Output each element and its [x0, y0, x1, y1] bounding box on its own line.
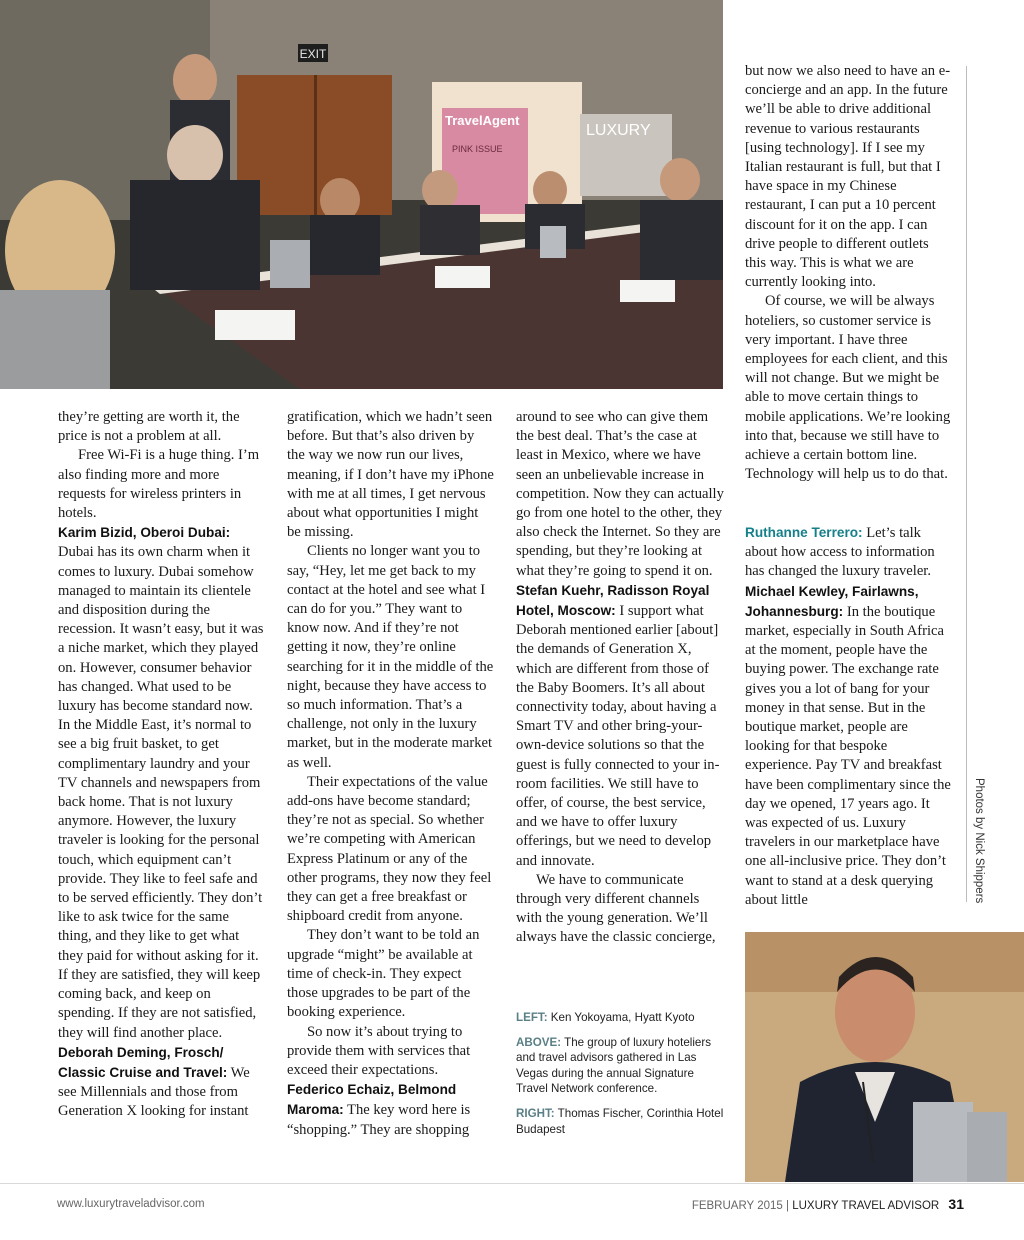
exit-sign: EXIT [299, 47, 327, 61]
paragraph: but now we also need to have an e-concierge and an app. In the future we’ll be able to drive additional revenue to various restaurants [using technology]. If I see my Italian restaurant is full, but that I have space in my Chinese restaurant, I can put a 10 percent discount for it on the app. I can drive people to different outlets this way. This is what we are currently looking into. [745, 63, 951, 291]
caption-label: LEFT: [516, 1011, 548, 1024]
caption-label: RIGHT: [516, 1106, 555, 1120]
paragraph: Free Wi-Fi is a huge thing. I’m also finding more and more requests for wireless printers in hotels. [58, 447, 260, 522]
speaker-text: I support what Deborah mentioned earlier [about] the demands of Generation X, which are different from those of the Baby Boomers. It’s all about connectivity today, about having a Smart TV and other bring-your-own-device solutions so that the guest is fully connected to your in-room facilities. We still have to offer, of course, the best service, and we have to offer luxury offerings, but we need to develop and innovate. [516, 603, 720, 869]
column-divider [966, 66, 967, 902]
magazine-name: LUXURY TRAVEL ADVISOR [792, 1200, 940, 1212]
caption-above [516, 1035, 726, 1097]
speaker-name: Deborah Deming, Frosch/ Classic Cruise and Travel: [58, 1044, 228, 1080]
portrait-photo [745, 932, 1024, 1182]
speaker-paragraph [745, 523, 953, 582]
speaker-paragraph [516, 581, 724, 871]
caption-text: Ken Yokoyama, Hyatt Kyoto [550, 1011, 695, 1024]
speaker-paragraph [58, 1043, 266, 1122]
speaker-text: In the boutique market, especially in South Africa at the moment, people have the buying power. The exchange rate gives you a lot of bang for your money in that sense. But in the boutique market, people are looking for that bespoke experience. Pay TV and breakfast have been complimentary since the day we opened, 17 years ago. It was expected of us. Luxury travelers in our marketplace have one all-inclusive price. They don’t want to stand at a desk querying about little [745, 603, 951, 908]
speaker-text: We see Millennials and those from Generation X looking for instant [58, 1064, 250, 1120]
article-column-4 [745, 62, 953, 484]
caption-text: The group of luxury hoteliers and travel advisors gathered in Las Vegas during the annual Signature Travel Network conference. [516, 1035, 712, 1096]
poster-brand-left: TravelAgent [445, 113, 520, 128]
article-column-2 [287, 408, 495, 1140]
speaker-name: Michael Kewley, Fairlawns, Johannesburg: [745, 583, 919, 619]
page-number: 31 [948, 1196, 964, 1212]
moderator-name: Ruthanne Terrero: [745, 525, 863, 540]
photo-credit: Photos by Nick Shippers [973, 778, 985, 904]
paragraph: Their expectations of the value add-ons have become standard; they’re not as special. So whether we’re competing with American Express Platinum or any of the other programs, they now they feel they can get a free breakfast or shipboard credit from anyone. [287, 773, 492, 925]
caption-right [516, 1106, 726, 1137]
speaker-text: Dubai has its own charm when it comes to luxury. Dubai somehow managed to maintain its clientele and disposition during the recession. It wasn’t easy, but it was a niche market, which they played on. However, consumer behavior has changed. What used to be luxury has become standard now. In the Middle East, it’s normal to see a big fruit basket, to get complimentary laundry and your TV channels and newspapers from back home. That is not luxury anymore. However, the luxury traveler is looking for the personal touch, which equipment can’t provide. They like to feel safe and to be served efficiently. They don’t like to ask twice for the same thing, and they like to get what they paid for without asking for it. If they are satisfied, they will keep coming back, and keep on spending. If they are not satisfied, they will find another place. [58, 544, 264, 1041]
speaker-name: Stefan Kuehr, Radisson Royal Hotel, Moscow: [516, 582, 710, 619]
photo-captions [516, 1010, 726, 1146]
paragraph: So now it’s about trying to provide them with services that exceed their expectations. [287, 1023, 471, 1078]
paragraph: We have to communicate through very different channels with the young generation. We’ll always have the classic concierge, [516, 871, 716, 946]
footer-folio [692, 1196, 964, 1212]
speaker-name: Karim Bizid, Oberoi Dubai: [58, 525, 231, 541]
poster-brand-right: LUXURY [586, 122, 651, 139]
caption-label: ABOVE: [516, 1035, 562, 1049]
poster-sub-left: PINK ISSUE [452, 144, 503, 154]
paragraph: around to see who can give them the best deal. That’s the case at least in Mexico, where we have seen an unbelievable increase in competition. Now they can actually go from one hotel to the other, they also check the Internet. So they are spending, but they’re looking at what they’re going to spend it on. [516, 409, 724, 579]
paragraph: Of course, we will be always hoteliers, so customer service is very important. I have three employees for each client, and this will not change. But we might be able to move certain things to mobile applications. We’re looking into that, because we still have to achieve a certain bottom line. Technology will help us to do that. [745, 293, 951, 483]
footer-url[interactable]: www.luxurytraveladvisor.com [57, 1198, 205, 1210]
caption-left [516, 1010, 726, 1026]
issue-date: FEBRUARY 2015 [691, 1200, 783, 1212]
article-column-4-continued [745, 523, 953, 910]
speaker-paragraph [58, 523, 266, 1042]
article-column-3 [516, 408, 724, 948]
folio-separator: | [786, 1200, 789, 1212]
caption-text: Thomas Fischer, Corinthia Hotel Budapest [516, 1106, 724, 1136]
footer-divider [0, 1183, 1024, 1184]
speaker-paragraph [287, 1080, 495, 1140]
speaker-paragraph [745, 582, 953, 910]
article-column-1 [58, 408, 266, 1122]
speaker-text: Let’s talk about how access to information has changed the luxury traveler. [745, 525, 935, 580]
paragraph: gratification, which we hadn’t seen before. But that’s also driven by the way we now run our lives, meaning, if I don’t have my iPhone with me at all times, I get nervous about what opportunities I might be missing. [287, 409, 494, 541]
meeting-photo [0, 0, 723, 389]
speaker-name: Federico Echaiz, Belmond Maroma: [287, 1082, 457, 1118]
paragraph: They don’t want to be told an upgrade “might” be available at time of check-in. They expect those upgrades to be part of the booking experience. [287, 927, 480, 1021]
speaker-text: The key word here is “shopping.” They are shopping [287, 1102, 471, 1138]
paragraph: Clients no longer want you to say, “Hey, let me get back to my contact at the hotel and see what I can do for you.” They want to know now. And if they’re not getting it now, they’re online searching for it in the middle of the night, because they have access to so much information. That’s a challenge, not only in the luxury market, but in the moderate market as well. [287, 543, 494, 771]
paragraph: they’re getting are worth it, the price is not a problem at all. [58, 409, 240, 445]
